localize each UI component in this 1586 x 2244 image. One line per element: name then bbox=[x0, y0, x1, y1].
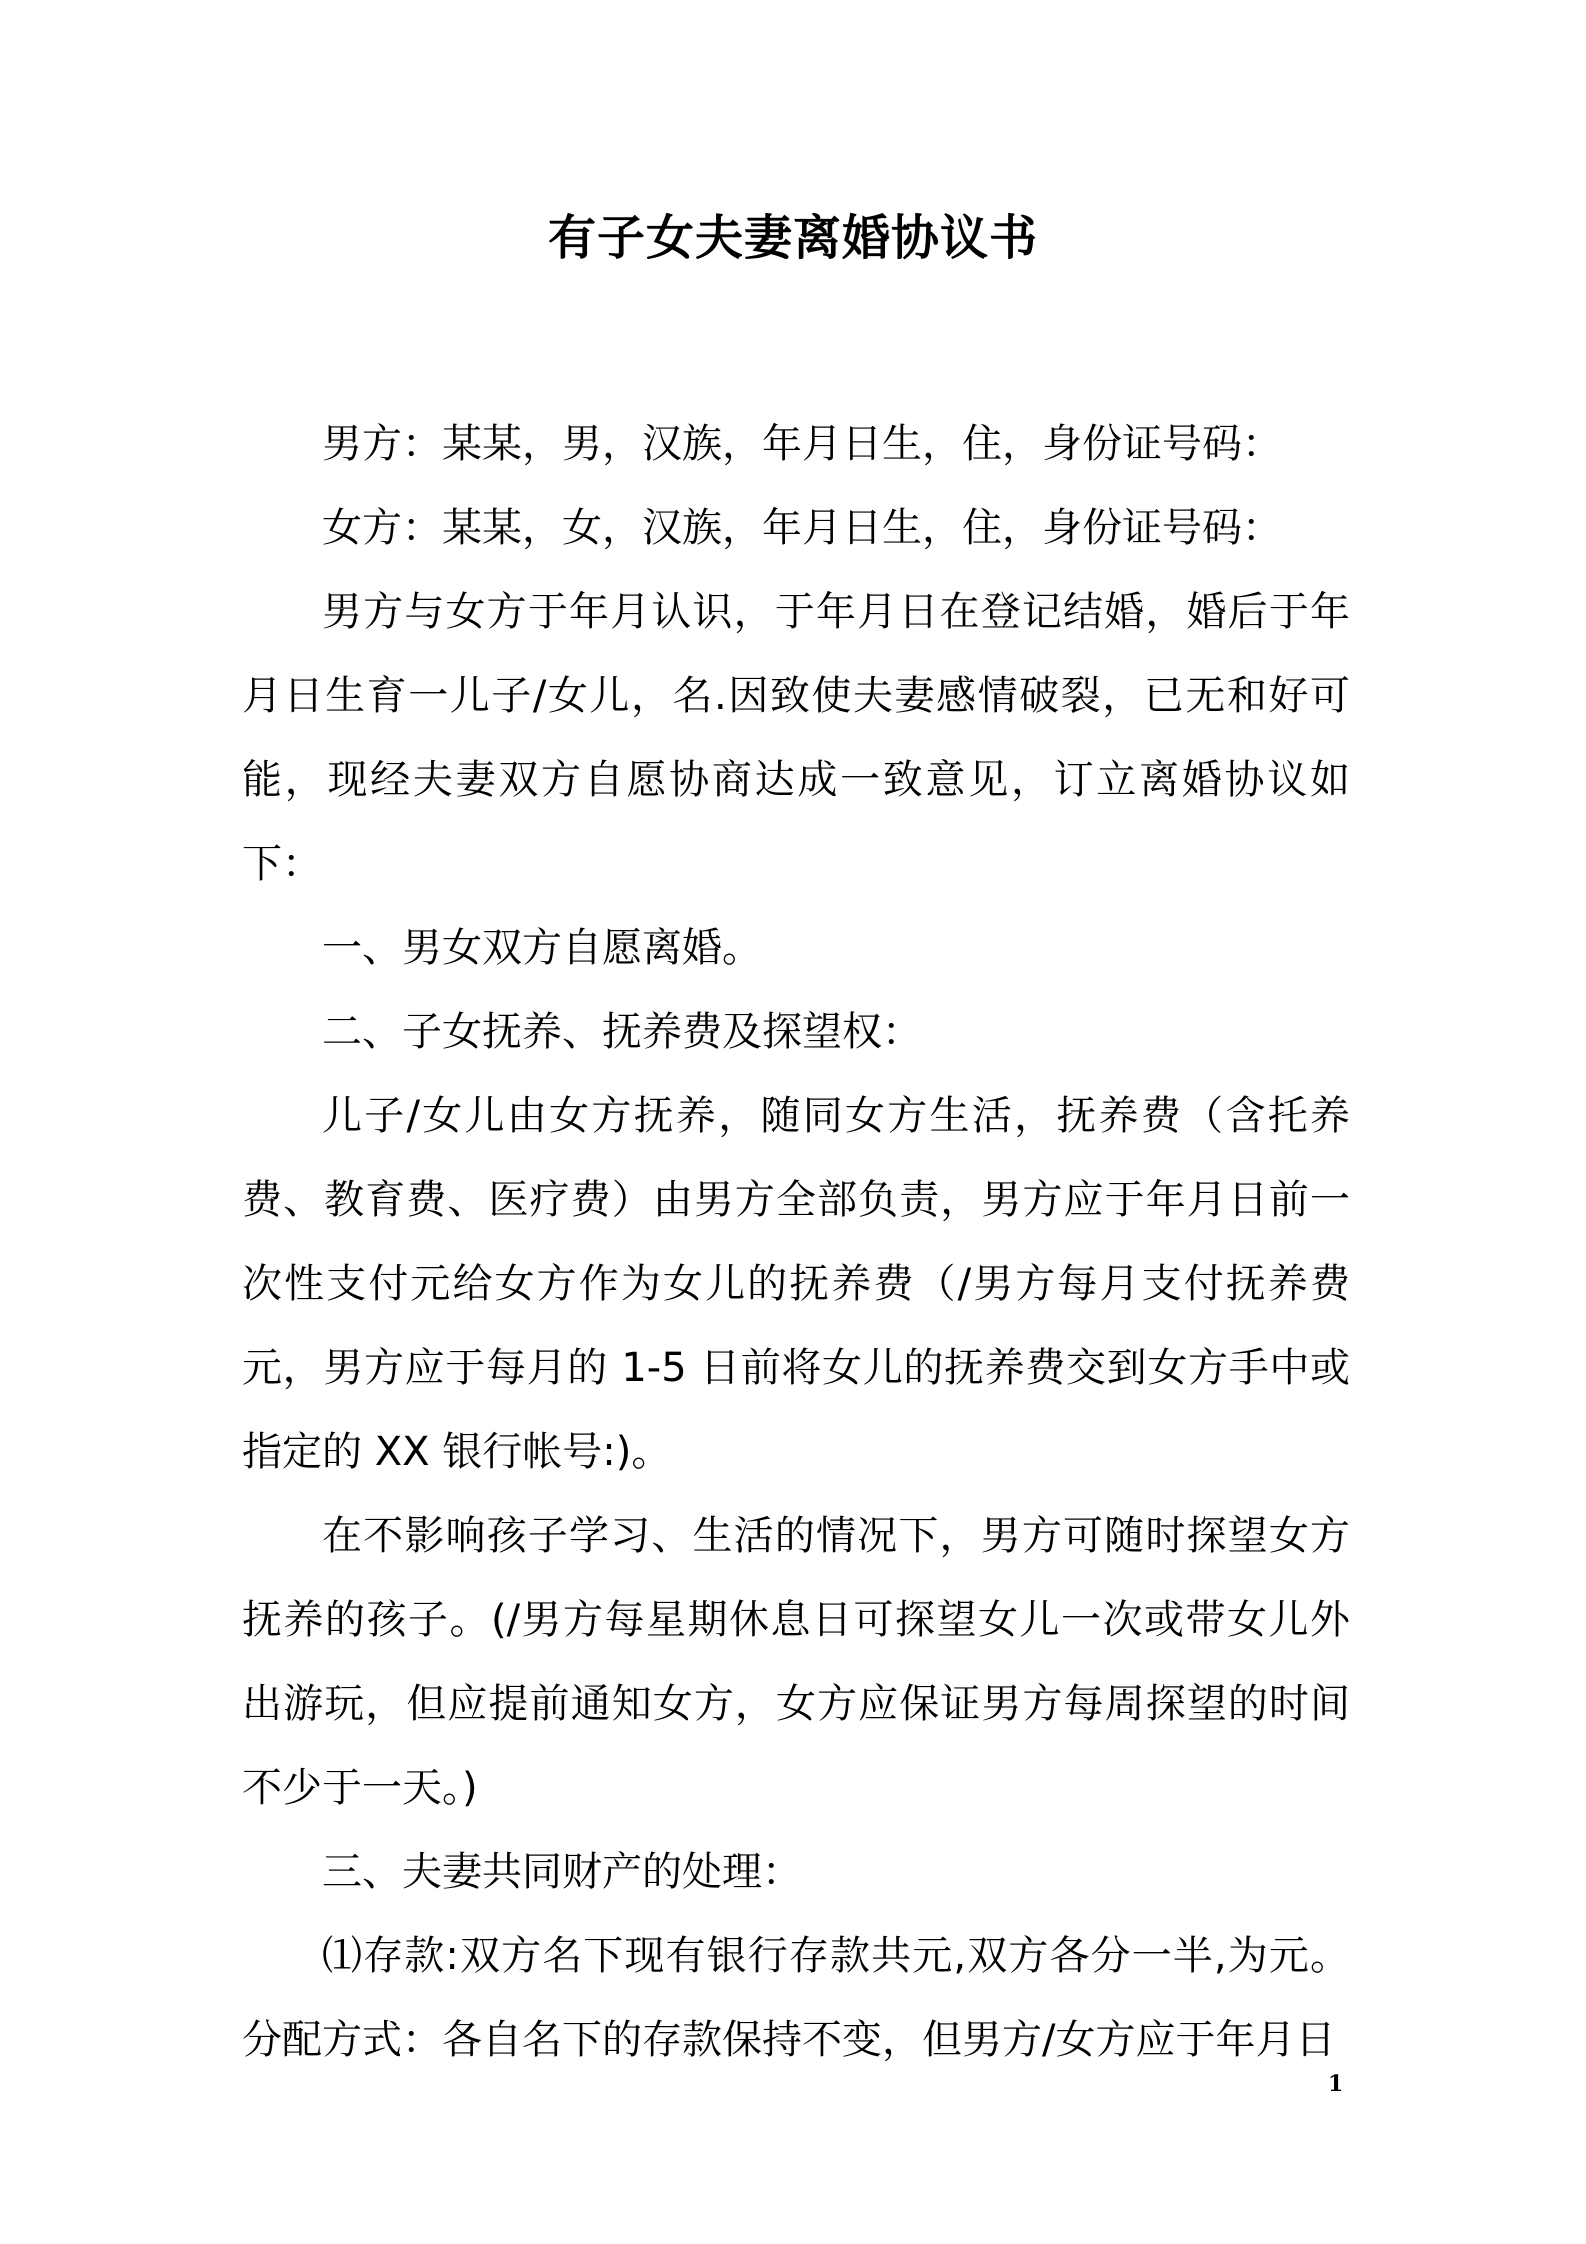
paragraph-female-party: 女方：某某，女，汉族，年月日生，住，身份证号码： bbox=[322, 505, 1282, 551]
document-body bbox=[242, 402, 1350, 2082]
document-title: 有子女夫妻离婚协议书 bbox=[547, 210, 1038, 266]
paragraph-visitation: 在不影响孩子学习、生活的情况下，男方可随时探望女方抚养的孩子。(/男方每星期休息日可探望女儿一次或带女儿外出游玩，但应提前通知女方，女方应保证男方每周探望的时间不少于一天。) bbox=[242, 1513, 1350, 1811]
paragraph-background: 男方与女方于年月认识，于年月日在登记结婚，婚后于年月日生育一儿子/女儿，名.因致使夫妻感情破裂，已无和好可能，现经夫妻双方自愿协商达成一致意见，订立离婚协议如下： bbox=[242, 589, 1350, 887]
paragraph-clause-3-heading: 三、夫妻共同财产的处理： bbox=[322, 1849, 802, 1895]
page-number: 1 bbox=[1328, 2071, 1344, 2097]
paragraph-clause-1: 一、男女双方自愿离婚。 bbox=[322, 925, 762, 971]
paragraph-child-support: 儿子/女儿由女方抚养，随同女方生活，抚养费（含托养费、教育费、医疗费）由男方全部负责，男方应于年月日前一次性支付元给女方作为女儿的抚养费（/男方每月支付抚养费元，男方应于每月的 1-5 日前将女儿的抚养费交到女方手中或指定的 XX 银行帐号:)。 bbox=[242, 1093, 1350, 1475]
paragraph-male-party: 男方：某某，男，汉族，年月日生，住，身份证号码： bbox=[322, 421, 1282, 467]
paragraph-deposits: ⑴存款:双方名下现有银行存款共元,双方各分一半,为元。分配方式：各自名下的存款保持不变，但男方/女方应于年月日 bbox=[242, 1933, 1350, 2063]
paragraph-clause-2-heading: 二、子女抚养、抚养费及探望权： bbox=[322, 1009, 922, 1055]
